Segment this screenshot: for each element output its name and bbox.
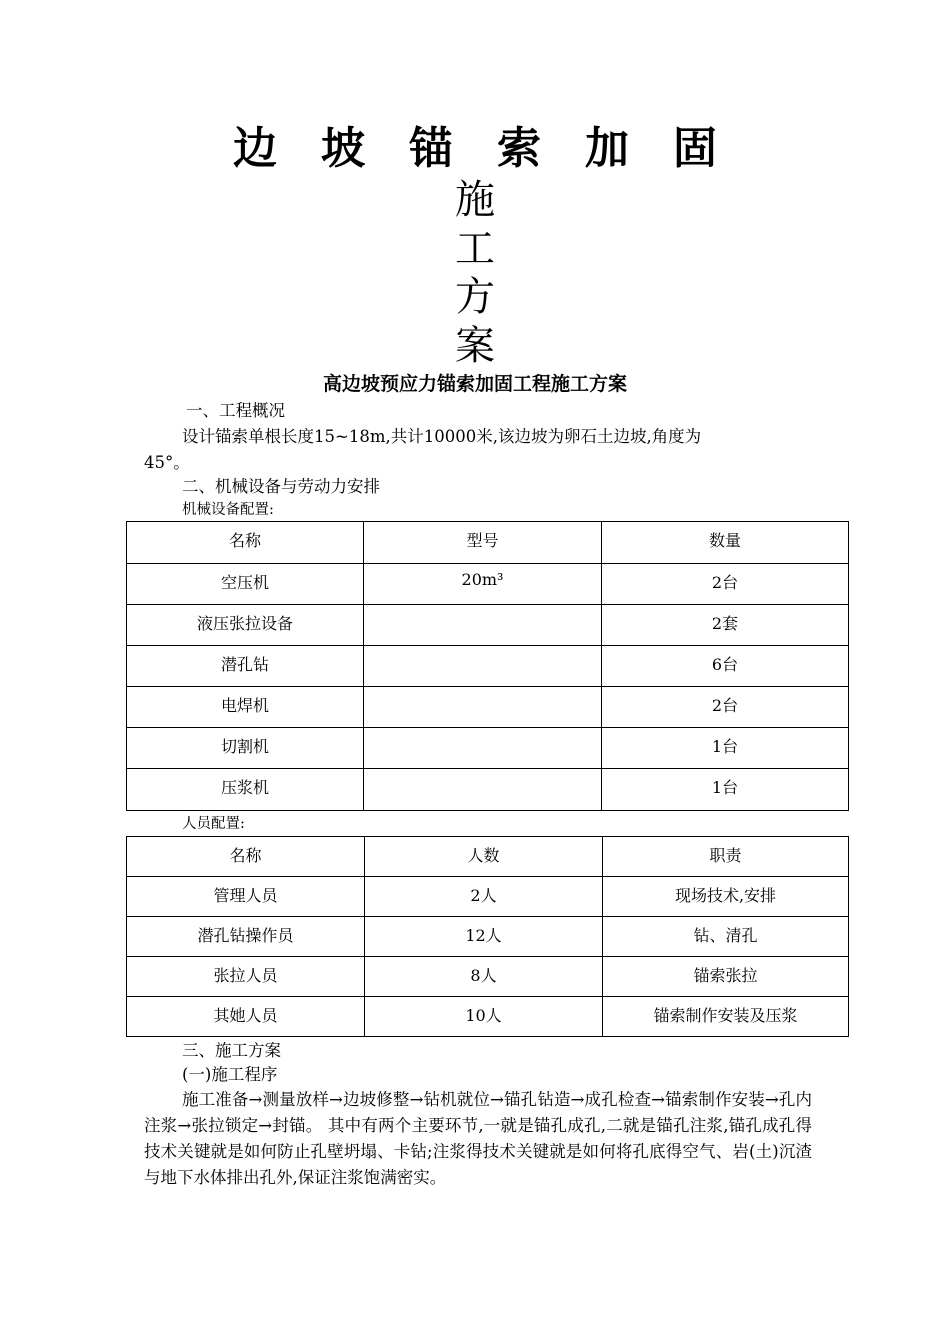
table-cell — [364, 728, 602, 769]
table-cell: 钻、清孔 — [603, 917, 849, 957]
table-header-cell: 名称 — [127, 837, 365, 877]
section-heading-overview: 一、工程概况 — [186, 401, 285, 420]
table-cell: 切割机 — [127, 728, 364, 769]
table-cell: 10人 — [365, 997, 603, 1037]
table-cell — [364, 687, 602, 728]
table-header-row — [127, 522, 849, 564]
table-cell: 液压张拉设备 — [127, 605, 364, 646]
table-cell: 20m³ — [364, 564, 602, 605]
table-cell: 1台 — [602, 728, 849, 769]
subsection-heading-procedure: (一)施工程序 — [182, 1065, 278, 1084]
equipment-table — [126, 521, 849, 811]
cover-title-char: 案 — [455, 322, 495, 369]
table-cell: 现场技术,安排 — [603, 877, 849, 917]
table-row — [127, 646, 849, 687]
table-row — [127, 877, 849, 917]
table-row — [127, 957, 849, 997]
table-cell: 8人 — [365, 957, 603, 997]
table-header-cell: 数量 — [602, 522, 849, 564]
table-header-cell: 人数 — [365, 837, 603, 877]
table-row — [127, 728, 849, 769]
table-cell: 潜孔钻操作员 — [127, 917, 365, 957]
table-cell: 空压机 — [127, 564, 364, 605]
equipment-label: 机械设备配置: — [182, 502, 274, 518]
table-cell: 1台 — [602, 769, 849, 811]
table-cell: 锚索张拉 — [603, 957, 849, 997]
table-header-cell: 职责 — [603, 837, 849, 877]
table-cell: 潜孔钻 — [127, 646, 364, 687]
table-cell: 6台 — [602, 646, 849, 687]
staff-table — [126, 836, 849, 1037]
table-cell: 锚索制作安装及压浆 — [603, 997, 849, 1037]
table-cell: 电焊机 — [127, 687, 364, 728]
table-cell — [364, 769, 602, 811]
table-cell: 压浆机 — [127, 769, 364, 811]
table-cell: 2套 — [602, 605, 849, 646]
table-header-cell: 型号 — [364, 522, 602, 564]
table-cell: 管理人员 — [127, 877, 365, 917]
staff-label: 人员配置: — [182, 816, 245, 832]
table-row — [127, 997, 849, 1037]
table-row — [127, 917, 849, 957]
table-row — [127, 687, 849, 728]
table-cell: 2台 — [602, 564, 849, 605]
overview-text-line1: 设计锚索单根长度15~18m,共计10000米,该边坡为卵石土边坡,角度为 — [182, 427, 702, 446]
table-header-row — [127, 837, 849, 877]
table-cell: 其她人员 — [127, 997, 365, 1037]
table-cell: 2台 — [602, 687, 849, 728]
section-heading-equipment: 二、机械设备与劳动力安排 — [182, 477, 380, 496]
table-row — [127, 605, 849, 646]
table-cell: 张拉人员 — [127, 957, 365, 997]
overview-text-line2: 45°。 — [144, 453, 190, 472]
cover-title: 边坡锚索加固 — [233, 123, 761, 174]
cover-title-vertical — [452, 176, 498, 370]
table-row — [127, 564, 849, 605]
table-cell: 12人 — [365, 917, 603, 957]
cover-title-char: 方 — [455, 274, 495, 320]
table-cell: 2人 — [365, 877, 603, 917]
procedure-paragraph: 施工准备→测量放样→边坡修整→钻机就位→锚孔钻造→成孔检查→锚索制作安装→孔内注浆→张拉锁定→封锚。 其中有两个主要环节,一就是锚孔成孔,二就是锚孔注浆,锚孔成孔得技术关键就是如何防止孔壁坍塌、卡钻;注浆得技术关键就是如何将孔底得空气、岩(土)沉渣与地下水体排出孔外,保证注浆饱满密实。 — [144, 1090, 812, 1187]
document-heading: 高边坡预应力锚索加固工程施工方案 — [322, 373, 627, 395]
table-header-cell: 名称 — [127, 522, 364, 564]
table-cell — [364, 646, 602, 687]
section-heading-plan: 三、施工方案 — [182, 1041, 281, 1060]
cover-title-char: 工 — [455, 225, 495, 272]
table-row — [127, 769, 849, 811]
cover-title-char: 施 — [455, 177, 495, 223]
table-cell — [364, 605, 602, 646]
